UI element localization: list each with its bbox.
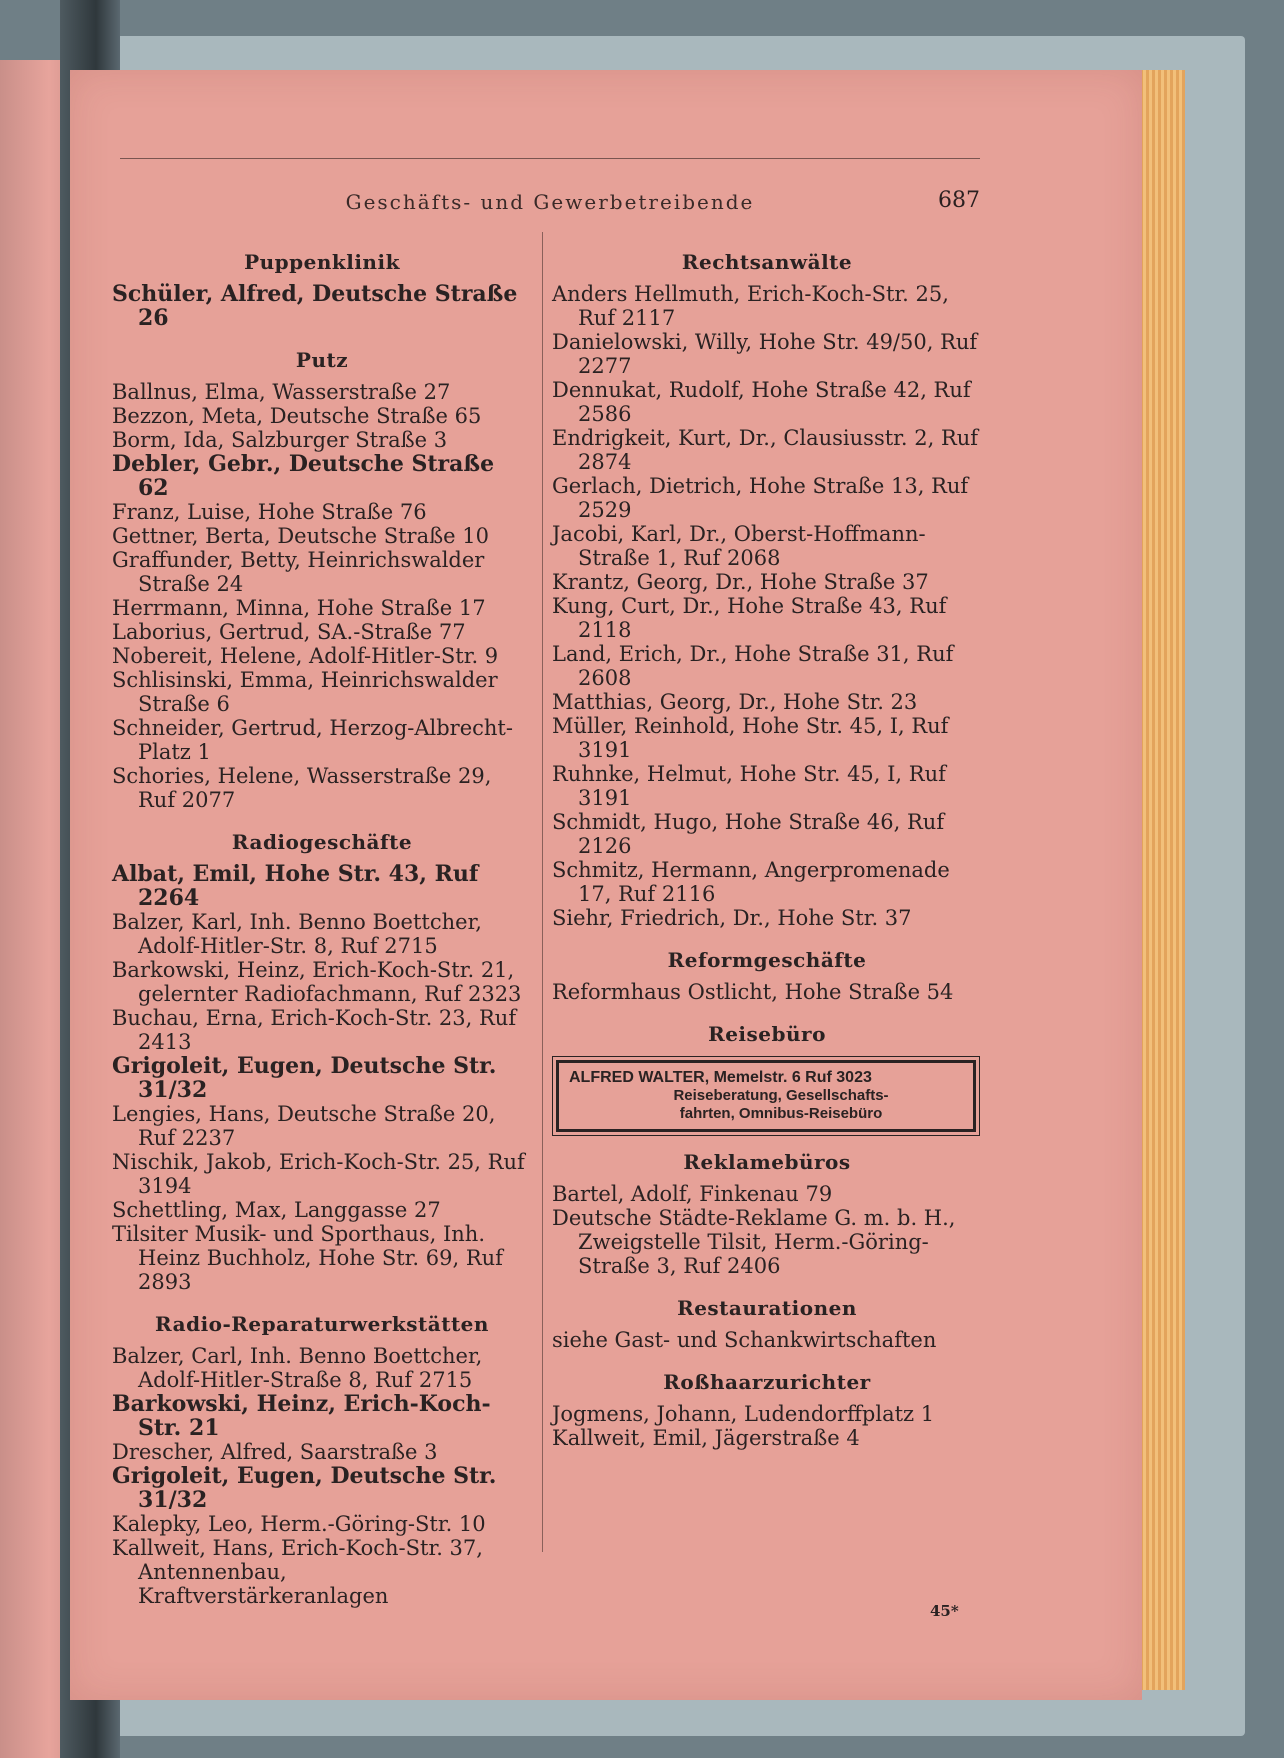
- directory-entry: Danielowski, Willy, Hohe Str. 49/50, Ruf 2277: [552, 330, 978, 378]
- directory-entry: Dennukat, Rudolf, Hohe Straße 42, Ruf 2586: [552, 378, 971, 426]
- directory-entry: Laborius, Gertrud, SA.-Straße 77: [112, 620, 466, 644]
- section-heading: Roßhaarzurichter: [663, 1370, 871, 1394]
- directory-entry: Deutsche Städte-Reklame G. m. b. H., Zweigstelle Tilsit, Herm.-Göring-Straße 3, Ruf 2406: [552, 1206, 956, 1278]
- directory-entry: Krantz, Georg, Dr., Hohe Straße 37: [552, 570, 929, 594]
- section: [112, 348, 532, 812]
- section-heading: Puppenklinik: [244, 250, 400, 274]
- directory-entry: Buchau, Erna, Erich-Koch-Str. 23, Ruf 2413: [112, 1006, 517, 1054]
- directory-entry: Nobereit, Helene, Adolf-Hitler-Str. 9: [112, 644, 499, 668]
- directory-entry: Drescher, Alfred, Saarstraße 3: [112, 1440, 438, 1464]
- directory-entry: Reformhaus Ostlicht, Hohe Straße 54: [552, 980, 954, 1004]
- directory-entry: Barkowski, Heinz, Erich-Koch-Str. 21: [112, 1391, 491, 1441]
- directory-entry: Schneider, Gertrud, Herzog-Albrecht-Platz 1: [112, 716, 513, 764]
- directory-entry: Lengies, Hans, Deutsche Straße 20, Ruf 2237: [112, 1102, 496, 1150]
- directory-entry: Balzer, Karl, Inh. Benno Boettcher, Adolf-Hitler-Str. 8, Ruf 2715: [112, 910, 482, 958]
- directory-entry: Kallweit, Emil, Jägerstraße 4: [552, 1426, 860, 1450]
- section: [112, 250, 532, 330]
- directory-entry: Grigoleit, Eugen, Deutsche Str. 31/32: [112, 1463, 497, 1513]
- directory-entry: Ballnus, Elma, Wasserstraße 27: [112, 380, 451, 404]
- section: [552, 948, 982, 1004]
- section: [552, 1370, 982, 1450]
- directory-entry: Müller, Reinhold, Hohe Str. 45, I, Ruf 3191: [552, 714, 949, 762]
- left-column: [112, 232, 532, 1608]
- section-heading: Radiogeschäfte: [231, 830, 413, 854]
- directory-entry: Schories, Helene, Wasserstraße 29, Ruf 2077: [112, 764, 492, 812]
- directory-entry: Kalepky, Leo, Herm.-Göring-Str. 10: [112, 1512, 486, 1536]
- column-divider: [542, 232, 543, 1552]
- section-heading: Reformgeschäfte: [667, 948, 867, 972]
- signature-mark: 45*: [930, 1602, 959, 1620]
- directory-entry: Nischik, Jakob, Erich-Koch-Str. 25, Ruf 3194: [112, 1150, 525, 1198]
- directory-entry: Schüler, Alfred, Deutsche Straße 26: [112, 281, 518, 331]
- section-heading: Reklamebüros: [683, 1150, 851, 1174]
- directory-entry: Land, Erich, Dr., Hohe Straße 31, Ruf 2608: [552, 642, 954, 690]
- section: [552, 250, 982, 930]
- page-title: Geschäfts- und Gewerbetreibende: [345, 190, 755, 214]
- section-heading: Putz: [295, 348, 349, 372]
- advertisement-line2: Reiseberatung, Gesellschafts-: [673, 1087, 889, 1104]
- directory-entry: Bartel, Adolf, Finkenau 79: [552, 1182, 833, 1206]
- directory-entry: Balzer, Carl, Inh. Benno Boettcher, Adolf-Hitler-Straße 8, Ruf 2715: [112, 1344, 483, 1392]
- directory-entry: Graffunder, Betty, Heinrichswalder Straße 24: [112, 548, 485, 596]
- directory-entry: Matthias, Georg, Dr., Hohe Str. 23: [552, 690, 918, 714]
- directory-entry: Kallweit, Hans, Erich-Koch-Str. 37, Antennenbau, Kraftverstärkeranlagen: [112, 1536, 483, 1608]
- directory-entry: Schmidt, Hugo, Hohe Straße 46, Ruf 2126: [552, 810, 945, 858]
- advertisement-box: [556, 1060, 976, 1132]
- directory-entry: Kung, Curt, Dr., Hohe Straße 43, Ruf 2118: [552, 594, 947, 642]
- directory-entry: Gettner, Berta, Deutsche Straße 10: [112, 524, 489, 548]
- section-heading: Restaurationen: [677, 1296, 857, 1320]
- advertisement-line1: ALFRED WALTER, Memelstr. 6 Ruf 3023: [569, 1069, 872, 1086]
- directory-entry: Schlisinski, Emma, Heinrichswalder Straße 6: [112, 668, 498, 716]
- directory-entry: Schettling, Max, Langgasse 27: [112, 1198, 441, 1222]
- section-heading: Rechtsanwälte: [681, 250, 853, 274]
- directory-entry: Albat, Emil, Hohe Str. 43, Ruf 2264: [112, 861, 479, 911]
- running-head: [120, 118, 980, 214]
- directory-entry: Franz, Luise, Hohe Straße 76: [112, 500, 427, 524]
- page-number: 687: [938, 188, 980, 213]
- directory-entry: siehe Gast- und Schankwirtschaften: [552, 1328, 937, 1352]
- directory-entry: Anders Hellmuth, Erich-Koch-Str. 25, Ruf 2117: [552, 282, 949, 330]
- page-block-edge: [1140, 70, 1185, 1690]
- directory-entry: Barkowski, Heinz, Erich-Koch-Str. 21, gelernter Radiofachmann, Ruf 2323: [112, 958, 522, 1006]
- section: [112, 830, 532, 1294]
- directory-entry: Gerlach, Dietrich, Hohe Straße 13, Ruf 2529: [552, 474, 969, 522]
- directory-entry: Siehr, Friedrich, Dr., Hohe Str. 37: [552, 906, 912, 930]
- advertisement-line3: fahrten, Omnibus-Reisebüro: [679, 1105, 883, 1122]
- directory-entry: Debler, Gebr., Deutsche Straße 62: [112, 451, 495, 501]
- section-heading: Radio-Reparaturwerkstätten: [155, 1312, 489, 1336]
- section: [552, 1150, 982, 1278]
- directory-entry: Bezzon, Meta, Deutsche Straße 65: [112, 404, 482, 428]
- directory-entry: Borm, Ida, Salzburger Straße 3: [112, 428, 448, 452]
- directory-entry: Herrmann, Minna, Hohe Straße 17: [112, 596, 486, 620]
- directory-entry: Tilsiter Musik- und Sporthaus, Inh. Heinz Buchholz, Hohe Str. 69, Ruf 2893: [112, 1222, 503, 1294]
- section: [552, 1022, 982, 1132]
- directory-entry: Ruhnke, Helmut, Hohe Str. 45, I, Ruf 3191: [552, 762, 946, 810]
- section-heading: Reisebüro: [708, 1022, 826, 1046]
- right-column: [552, 232, 982, 1450]
- directory-entry: Schmitz, Hermann, Angerpromenade 17, Ruf 2116: [552, 858, 950, 906]
- directory-entry: Jacobi, Karl, Dr., Oberst-Hoffmann-Straße 1, Ruf 2068: [552, 522, 926, 570]
- directory-entry: Grigoleit, Eugen, Deutsche Str. 31/32: [112, 1053, 497, 1103]
- section: [112, 1312, 532, 1608]
- directory-entry: Jogmens, Johann, Ludendorffplatz 1: [552, 1402, 935, 1426]
- section: [552, 1296, 982, 1352]
- directory-entry: Endrigkeit, Kurt, Dr., Clausiusstr. 2, Ruf 2874: [552, 426, 979, 474]
